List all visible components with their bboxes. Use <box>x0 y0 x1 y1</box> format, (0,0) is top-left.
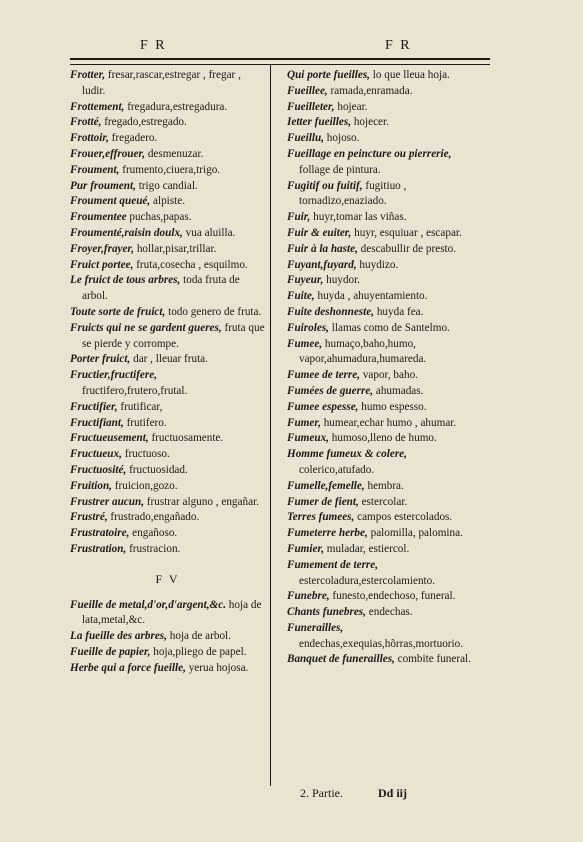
headword: Frottoir, <box>70 132 109 145</box>
definition: fructuosidad. <box>129 463 188 476</box>
headword: Fumee, <box>287 337 323 350</box>
headword: Toute sorte de fruict, <box>70 305 166 318</box>
headword: Fumelle,femelle, <box>287 479 365 492</box>
headword: Fumer, <box>287 416 321 429</box>
headword: Frouer,effrouer, <box>70 147 146 160</box>
headword: Frotter, <box>70 69 106 81</box>
headword: Fumier, <box>287 542 324 555</box>
dictionary-entry <box>287 416 482 432</box>
headword: Froument, <box>70 163 120 176</box>
headword: Ietter fueilles, <box>287 116 352 129</box>
definition: frustracion. <box>129 542 181 555</box>
dictionary-entry <box>287 131 482 147</box>
headword: Fuyant,fuyard, <box>287 258 357 271</box>
dictionary-entry <box>287 652 482 668</box>
headword: Herbe qui a force fueille, <box>70 661 186 674</box>
definition: hembra. <box>367 479 404 492</box>
dictionary-entry <box>287 479 482 495</box>
headword: Fumee espesse, <box>287 400 359 413</box>
definition: colerico,atufado. <box>299 463 375 476</box>
dictionary-entry <box>70 645 265 661</box>
definition: lo que lleua hoja. <box>372 69 450 81</box>
headword: Frotté, <box>70 116 102 129</box>
dictionary-entry <box>70 526 265 542</box>
headword: Froumentee <box>70 211 127 224</box>
definition: trigo candial. <box>138 179 198 192</box>
headword: Fructuosité, <box>70 463 127 476</box>
headword: Frustré, <box>70 511 108 524</box>
left-column <box>70 68 265 676</box>
definition: frutifero. <box>126 416 167 429</box>
headword: Fruicts qui ne se gardent gueres, <box>70 321 222 334</box>
dictionary-page <box>60 28 500 818</box>
definition: fructuoso. <box>124 448 170 461</box>
dictionary-entry <box>287 495 482 511</box>
headword: Pur froument, <box>70 179 136 192</box>
headword: Fuyeur, <box>287 274 324 287</box>
definition: campos estercolados. <box>357 511 453 524</box>
headword: Fumee de terre, <box>287 369 361 382</box>
dictionary-entry <box>70 400 265 416</box>
definition: hoja de arbol. <box>169 630 231 643</box>
dictionary-entry <box>70 131 265 147</box>
definition: frutificar, <box>120 400 163 413</box>
definition: ramada,enramada. <box>330 84 413 97</box>
definition: huydor. <box>326 274 361 287</box>
headword: Frustration, <box>70 542 127 555</box>
definition: follage de pintura. <box>299 163 381 176</box>
headword: Fueille de metal,d'or,d'argent,&c. <box>70 598 226 611</box>
headword: Fructueusement, <box>70 432 149 445</box>
dictionary-entry <box>70 447 265 463</box>
dictionary-entry <box>70 368 265 400</box>
headword: Fructifier, <box>70 400 118 413</box>
headword: Fruict portee, <box>70 258 134 271</box>
dictionary-entry <box>287 179 482 211</box>
headword: Fuite deshonneste, <box>287 305 375 318</box>
definition: funesto,endechoso, funeral. <box>332 590 456 603</box>
definition: humaço,baho,humo, vapor,ahumadura,humareda. <box>299 337 427 366</box>
definition: hojecer. <box>353 116 389 129</box>
dictionary-entry <box>287 147 482 179</box>
dictionary-entry <box>70 147 265 163</box>
headword: Funebre, <box>287 590 330 603</box>
dictionary-entry <box>287 258 482 274</box>
headword: Fructifiant, <box>70 416 124 429</box>
dictionary-entry <box>70 661 265 677</box>
definition: humear,echar humo , ahumar. <box>323 416 457 429</box>
definition: desmenuzar. <box>147 147 204 160</box>
dictionary-entry <box>70 510 265 526</box>
definition: combite funeral. <box>397 653 471 666</box>
headword: Fueillee, <box>287 84 328 97</box>
dictionary-entry <box>70 100 265 116</box>
definition: frustrado,engañado. <box>110 511 200 524</box>
headword: Froument queué, <box>70 195 151 208</box>
dictionary-entry <box>70 495 265 511</box>
definition: hoja,pliego de papel. <box>153 645 247 658</box>
headword: Fuir & euiter, <box>287 226 352 239</box>
definition: muladar, estiercol. <box>326 542 410 555</box>
dictionary-entry <box>287 526 482 542</box>
headword: Fueillage en peincture ou pierrerie, <box>287 147 452 160</box>
definition: estercoladura,estercolamiento. <box>299 574 436 587</box>
dictionary-entry <box>287 431 482 447</box>
definition: fruicion,gozo. <box>114 479 178 492</box>
definition: alpiste. <box>153 195 186 208</box>
definition: fregado,estregado. <box>104 116 187 129</box>
dictionary-entry <box>287 400 482 416</box>
dictionary-entry <box>70 273 265 305</box>
dictionary-entry <box>287 321 482 337</box>
definition: llamas como de Santelmo. <box>331 321 450 334</box>
dictionary-entry <box>287 384 482 400</box>
running-header <box>70 38 490 56</box>
definition: fructuosamente. <box>151 432 224 445</box>
column-divider <box>270 64 271 786</box>
definition: endechas,exequias,hõrras,mortuorio. <box>299 637 464 650</box>
definition: dar , lleuar fruta. <box>133 353 208 366</box>
dictionary-entry <box>287 605 482 621</box>
definition: hollar,pisar,trillar. <box>136 242 217 255</box>
definition: fugitiuo , tornadizo,enaziado. <box>299 179 407 208</box>
definition: todo genero de fruta. <box>168 305 262 318</box>
header-left: F R <box>140 38 167 53</box>
dictionary-entry <box>287 558 482 590</box>
dictionary-entry <box>287 305 482 321</box>
dictionary-entry <box>70 115 265 131</box>
headword: Fructueux, <box>70 448 122 461</box>
dictionary-entry <box>287 589 482 605</box>
dictionary-entry <box>70 352 265 368</box>
headword: Froumenté,raisin doulx, <box>70 226 183 239</box>
dictionary-entry <box>70 305 265 321</box>
definition: puchas,papas. <box>129 211 192 224</box>
dictionary-entry <box>70 542 265 558</box>
dictionary-entry <box>287 621 482 653</box>
headword: Chants funebres, <box>287 606 366 619</box>
dictionary-entry <box>287 226 482 242</box>
headword: Fumeterre herbe, <box>287 527 368 540</box>
headword: Funerailles, <box>287 621 344 634</box>
definition: huyda , ahuyentamiento. <box>317 290 428 303</box>
headword: Fueille de papier, <box>70 645 151 658</box>
definition: palomilla, palomina. <box>370 527 463 540</box>
headword: Fumer de fient, <box>287 495 359 508</box>
headword: La fueille des arbres, <box>70 630 167 643</box>
definition: hoja de lata,metal,&c. <box>82 598 262 627</box>
dictionary-entry <box>287 447 482 479</box>
headword: Froyer,frayer, <box>70 242 135 255</box>
dictionary-entry <box>70 416 265 432</box>
headword: Terres fumees, <box>287 511 355 524</box>
section-title-fv: F V <box>155 571 180 586</box>
dictionary-entry <box>70 194 265 210</box>
dictionary-entry <box>287 242 482 258</box>
headword: Porter fruict, <box>70 353 131 366</box>
headword: Frottement, <box>70 100 125 113</box>
dictionary-entry <box>70 479 265 495</box>
dictionary-entry <box>70 258 265 274</box>
definition: humo espesso. <box>361 400 427 413</box>
dictionary-entry <box>70 68 265 100</box>
headword: Fuiroles, <box>287 321 329 334</box>
headword: Homme fumeux & colere, <box>287 448 407 461</box>
dictionary-entry <box>70 431 265 447</box>
definition: fresar,rascar,estregar , fregar , ludir. <box>82 69 241 97</box>
definition: fruta que se pierde y corrompe. <box>82 321 265 350</box>
headword: Qui porte fueilles, <box>287 69 370 81</box>
dictionary-entry <box>70 321 265 353</box>
definition: huyr,tomar las viñas. <box>313 211 407 224</box>
dictionary-entry <box>287 542 482 558</box>
dictionary-entry <box>287 289 482 305</box>
headword: Fugitif ou fuitif, <box>287 179 363 192</box>
headword: Banquet de funerailles, <box>287 653 395 666</box>
headword: Frustrer aucun, <box>70 495 144 508</box>
definition: engañoso. <box>132 527 178 540</box>
dictionary-entry <box>70 463 265 479</box>
headword: Fuir à la haste, <box>287 242 358 255</box>
headword: Fruition, <box>70 479 112 492</box>
right-column <box>287 68 482 668</box>
dictionary-entry <box>287 100 482 116</box>
definition: fregadura,estregadura. <box>127 100 228 113</box>
headword: Frustratoire, <box>70 527 130 540</box>
headword: Fumement de terre, <box>287 558 379 571</box>
definition: frumento,ciuera,trigo. <box>122 163 221 176</box>
definition: huyr, esquiuar , escapar. <box>354 226 462 239</box>
dictionary-entry <box>287 210 482 226</box>
dictionary-entry <box>70 179 265 195</box>
headword: Fuir, <box>287 211 311 224</box>
definition: humoso,lleno de humo. <box>331 432 437 445</box>
headword: Fumées de guerre, <box>287 384 374 397</box>
definition: ahumadas. <box>375 384 424 397</box>
dictionary-entry <box>287 84 482 100</box>
definition: frustrar alguno , engañar. <box>146 495 259 508</box>
dictionary-entry <box>70 629 265 645</box>
dictionary-entry <box>287 68 482 84</box>
definition: endechas. <box>368 606 413 619</box>
definition: hojear. <box>337 100 368 113</box>
definition: estercolar. <box>361 495 408 508</box>
headword: Fueillu, <box>287 132 324 145</box>
definition: descabullir de presto. <box>360 242 457 255</box>
definition: hojoso. <box>326 132 360 145</box>
header-rule <box>70 58 490 60</box>
definition: fructifero,frutero,frutal. <box>82 384 188 397</box>
header-right: F R <box>385 38 412 53</box>
headword: Fuite, <box>287 290 315 303</box>
definition: huyda fea. <box>376 305 424 318</box>
definition: vua aluilla. <box>185 226 236 239</box>
definition: huydizo. <box>359 258 399 271</box>
signature-mark: 2. Partie. <box>300 786 343 800</box>
dictionary-entry <box>287 115 482 131</box>
definition: fruta,cosecha , esquilmo. <box>136 258 248 271</box>
headword: Le fruict de tous arbres, <box>70 274 181 287</box>
dictionary-entry <box>70 598 265 630</box>
headword: Fructier,fructifere, <box>70 369 158 382</box>
dictionary-entry <box>70 242 265 258</box>
dictionary-entry <box>287 337 482 369</box>
dictionary-entry <box>287 273 482 289</box>
definition: yerua hojosa. <box>188 661 249 674</box>
definition: toda fruta de arbol. <box>82 274 240 303</box>
dictionary-entry <box>70 226 265 242</box>
dictionary-entry <box>70 163 265 179</box>
dictionary-entry <box>287 510 482 526</box>
definition: fregadero. <box>111 132 158 145</box>
dictionary-entry <box>287 368 482 384</box>
headword: Fueilleter, <box>287 100 335 113</box>
definition: vapor, baho. <box>362 369 418 382</box>
headword: Fumeux, <box>287 432 329 445</box>
header-rule-thin <box>70 64 490 65</box>
dictionary-entry <box>70 210 265 226</box>
sheet-mark: Dd iij <box>378 786 408 800</box>
